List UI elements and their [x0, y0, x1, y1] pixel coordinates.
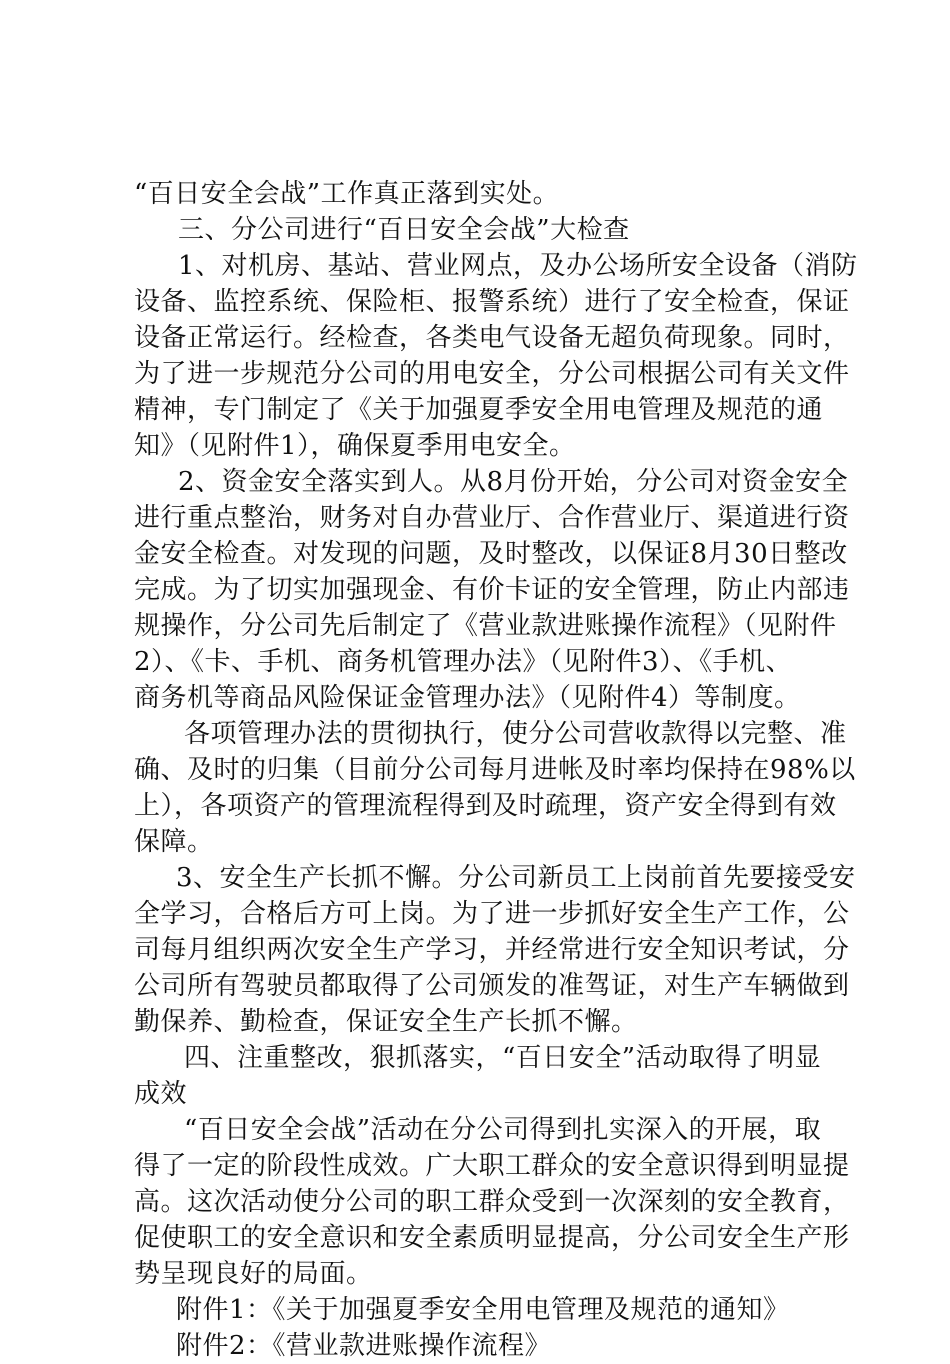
text-line: 全学习，合格后方可上岗。为了进一步抓好安全生产工作，公 [134, 899, 850, 929]
text-line: 促使职工的安全意识和安全素质明显提高，分公司安全生产形 [134, 1223, 850, 1253]
text-line: 公司所有驾驶员都取得了公司颁发的准驾证，对生产车辆做到 [134, 971, 850, 1001]
text-line: 得了一定的阶段性成效。广大职工群众的安全意识得到明显提 [134, 1151, 850, 1181]
attachment-line: 附件2：《营业款进账操作流程》 [176, 1331, 552, 1361]
text-line: 设备、监控系统、保险柜、报警系统）进行了安全检查，保证 [134, 287, 850, 317]
text-line: 设备正常运行。经检查，各类电气设备无超负荷现象。同时， [134, 323, 850, 353]
text-line: 金安全检查。对发现的问题，及时整改，以保证8月30日整改 [134, 539, 848, 569]
text-line: 知》（见附件1），确保夏季用电安全。 [134, 431, 576, 461]
section-heading: 四、注重整改，狠抓落实，“百日安全”活动取得了明显 [184, 1043, 822, 1073]
text-line: 2、资金安全落实到人。从8月份开始，分公司对资金安全 [178, 467, 849, 497]
text-line: 完成。为了切实加强现金、有价卡证的安全管理，防止内部违 [134, 575, 850, 605]
text-line: 势呈现良好的局面。 [134, 1259, 373, 1289]
section-heading: 三、分公司进行“百日安全会战”大检查 [178, 215, 630, 245]
text-line: 为了进一步规范分公司的用电安全，分公司根据公司有关文件 [134, 359, 850, 389]
text-line: 规操作，分公司先后制定了《营业款进账操作流程》（见附件 [134, 611, 837, 641]
text-line: 确、及时的归集（目前分公司每月进帐及时率均保持在98%以 [134, 755, 856, 785]
text-line: “百日安全会战”工作真正落到实处。 [134, 179, 560, 209]
text-line: 商务机等商品风险保证金管理办法》（见附件4）等制度。 [134, 683, 801, 713]
text-line: 3、安全生产长抓不懈。分公司新员工上岗前首先要接受安 [176, 863, 856, 893]
text-line: 保障。 [134, 827, 214, 857]
text-line: 进行重点整治，财务对自办营业厅、合作营业厅、渠道进行资 [134, 503, 850, 533]
text-line: 上），各项资产的管理流程得到及时疏理，资产安全得到有效 [134, 791, 837, 821]
attachment-line: 附件1：《关于加强夏季安全用电管理及规范的通知》 [176, 1295, 790, 1325]
text-line: 2）、《卡、手机、商务机管理办法》（见附件3）、《手机、 [134, 647, 793, 677]
text-line: 司每月组织两次安全生产学习，并经常进行安全知识考试，分 [134, 935, 850, 965]
text-line: 1、对机房、基站、营业网点，及办公场所安全设备（消防 [178, 251, 858, 281]
text-line: 勤保养、勤检查，保证安全生产长抓不懈。 [134, 1007, 638, 1037]
section-heading: 成效 [134, 1079, 188, 1109]
text-line: “百日安全会战”活动在分公司得到扎实深入的开展，取 [184, 1115, 822, 1145]
text-line: 各项管理办法的贯彻执行，使分公司营收款得以完整、准 [184, 719, 847, 749]
text-line: 精神，专门制定了《关于加强夏季安全用电管理及规范的通 [134, 395, 824, 425]
text-line: 高。这次活动使分公司的职工群众受到一次深刻的安全教育， [134, 1187, 850, 1217]
